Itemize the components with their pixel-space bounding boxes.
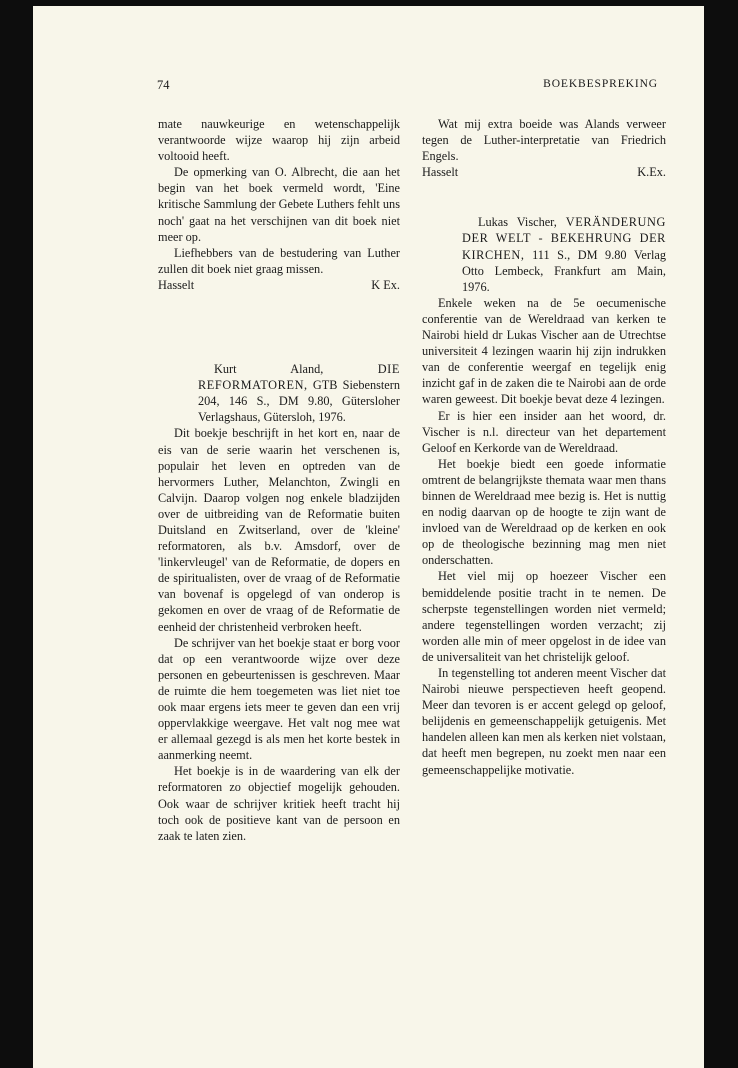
paragraph: Het boekje is in de waardering van elk der reformatoren zo objectief mogelijk gehouden. Ook waar de schrijver kritiek heeft tracht hij toch ook de positieve kant van de persoon en zaak te laten zien. (158, 764, 400, 843)
section-title: BOEKBESPREKING (543, 78, 658, 90)
signature-initials: K.Ex. (637, 165, 666, 180)
signature (422, 164, 666, 180)
book-page (33, 6, 704, 1068)
right-column (422, 116, 666, 778)
book-details: GTB Siebenstern 204, 146 S., DM 9.80, Gütersloher Verlagshaus, Gütersloh, 1976. (198, 378, 401, 425)
page-number: 74 (157, 78, 170, 92)
bibliographic-entry (422, 214, 666, 294)
paragraph: Wat mij extra boeide was Alands verweer tegen de Luther-interpretatie van Friedrich Engels. (422, 117, 666, 164)
paragraph: Liefhebbers van de bestudering van Luther zullen dit boek niet graag missen. (158, 245, 400, 276)
left-column (158, 116, 400, 844)
paragraph: Er is hier een insider aan het woord, dr. Vischer is n.l. directeur van het departement Geloof en Kerkorde van de Wereldraad. (422, 408, 666, 455)
paragraph: In tegenstelling tot anderen meent Vischer dat Nairobi nieuwe perspectieven heeft geopend. Meer dan tevoren is er accent gelegd op geloof, belijdenis en gemeenschappelijk getuigenis. Met handelen alleen kan men als kerken niet volstaan, dat heeft men begrepen, nu zoekt men naar een gemeenschappelijke motivatie. (422, 666, 666, 777)
book-author: Kurt Aland, (214, 362, 324, 377)
paragraph: Dit boekje beschrijft in het kort en, naar de eis van de serie waarin het verschenen is, populair het leven en optreden van de hervormers Luther, Melanchton, Zwingli en Calvijn. Daarop volgen nog enkele bladzijden over de uitbreiding van de Reformatie buiten Duitsland en Zwitserland, over de 'kleine' reformatoren, als b.v. Amsdorf, over de 'linkervleugel' van de Reformatie, de dopers en de spiritualisten, over de vraag of de Reformatie van bovenaf is opgelegd of van onderop is gekomen en over de vraag of de Reformatie de eenheid der christenheid verbroken heeft. (158, 426, 400, 634)
running-header (33, 78, 704, 98)
paragraph: Enkele weken na de 5e oecumenische conferentie van de Wereldraad van kerken te Nairobi hield dr Lukas Vischer aan de Utrechtse universiteit 4 lezingen waarin hij zijn indrukken van de conferentie weergaf en tegelijk enig inzicht gaf in de zaken die te Nairobi aan de orde waren geweest. Dit boekje bevat deze 4 lezingen. (422, 295, 666, 407)
signature-initials: K Ex. (371, 277, 400, 292)
signature (158, 277, 400, 293)
paragraph: Het viel mij op hoezeer Vischer een bemiddelende positie tracht in te nemen. De scherpste tegenstellingen worden niet vermeld; andere tegenstellingen worden verzacht; zij worden alle min of meer opgelost in de idee van de universaliteit van het christelijk geloof. (422, 569, 666, 664)
paragraph: De schrijver van het boekje staat er borg voor dat op een verantwoorde wijze over deze personen en gebeurtenissen is geschreven. Maar de ruimte die hem toegemeten was liet niet toe ook maar ergens iets meer te geven dan een vrij oppervlakkige weergave. Het valt nog mee wat er allemaal gezegd is als men het korte bestek in aanmerking neemt. (158, 635, 400, 763)
book-title: VERÄNDERUNG DER WELT - BEKEHRUNG DER KIRCHEN, (462, 215, 666, 262)
book-details: 111 S., DM 9.80 Verlag Otto Lembeck, Frankfurt am Main, 1976. (462, 247, 666, 294)
paragraph: Het boekje biedt een goede informatie omtrent de belangrijkste themata waar men thans binnen de Wereldraad mee bezig is. Het is nuttig en nodig daarvan op de hoogte te zijn want de invloed van de Wereldraad op de kerken en ook op de theologische bezinning mag men niet onderschatten. (422, 456, 666, 568)
book-author: Lukas Vischer, (478, 215, 557, 230)
bibliographic-entry (158, 361, 400, 425)
paragraph: De opmerking van O. Albrecht, die aan het begin van het boek vermeld wordt, 'Eine kritische Sammlung der Gebete Luthers fehlt uns noch' gaat na het verschijnen van dit boek niet meer op. (158, 165, 400, 244)
paragraph: mate nauwkeurige en wetenschappelijk verantwoorde wijze waarop hij zijn arbeid voltooid heeft. (158, 117, 400, 164)
book-title: DIE REFORMATOREN, (198, 362, 400, 393)
signature-place: Hasselt (422, 165, 459, 180)
signature-place: Hasselt (158, 277, 195, 292)
